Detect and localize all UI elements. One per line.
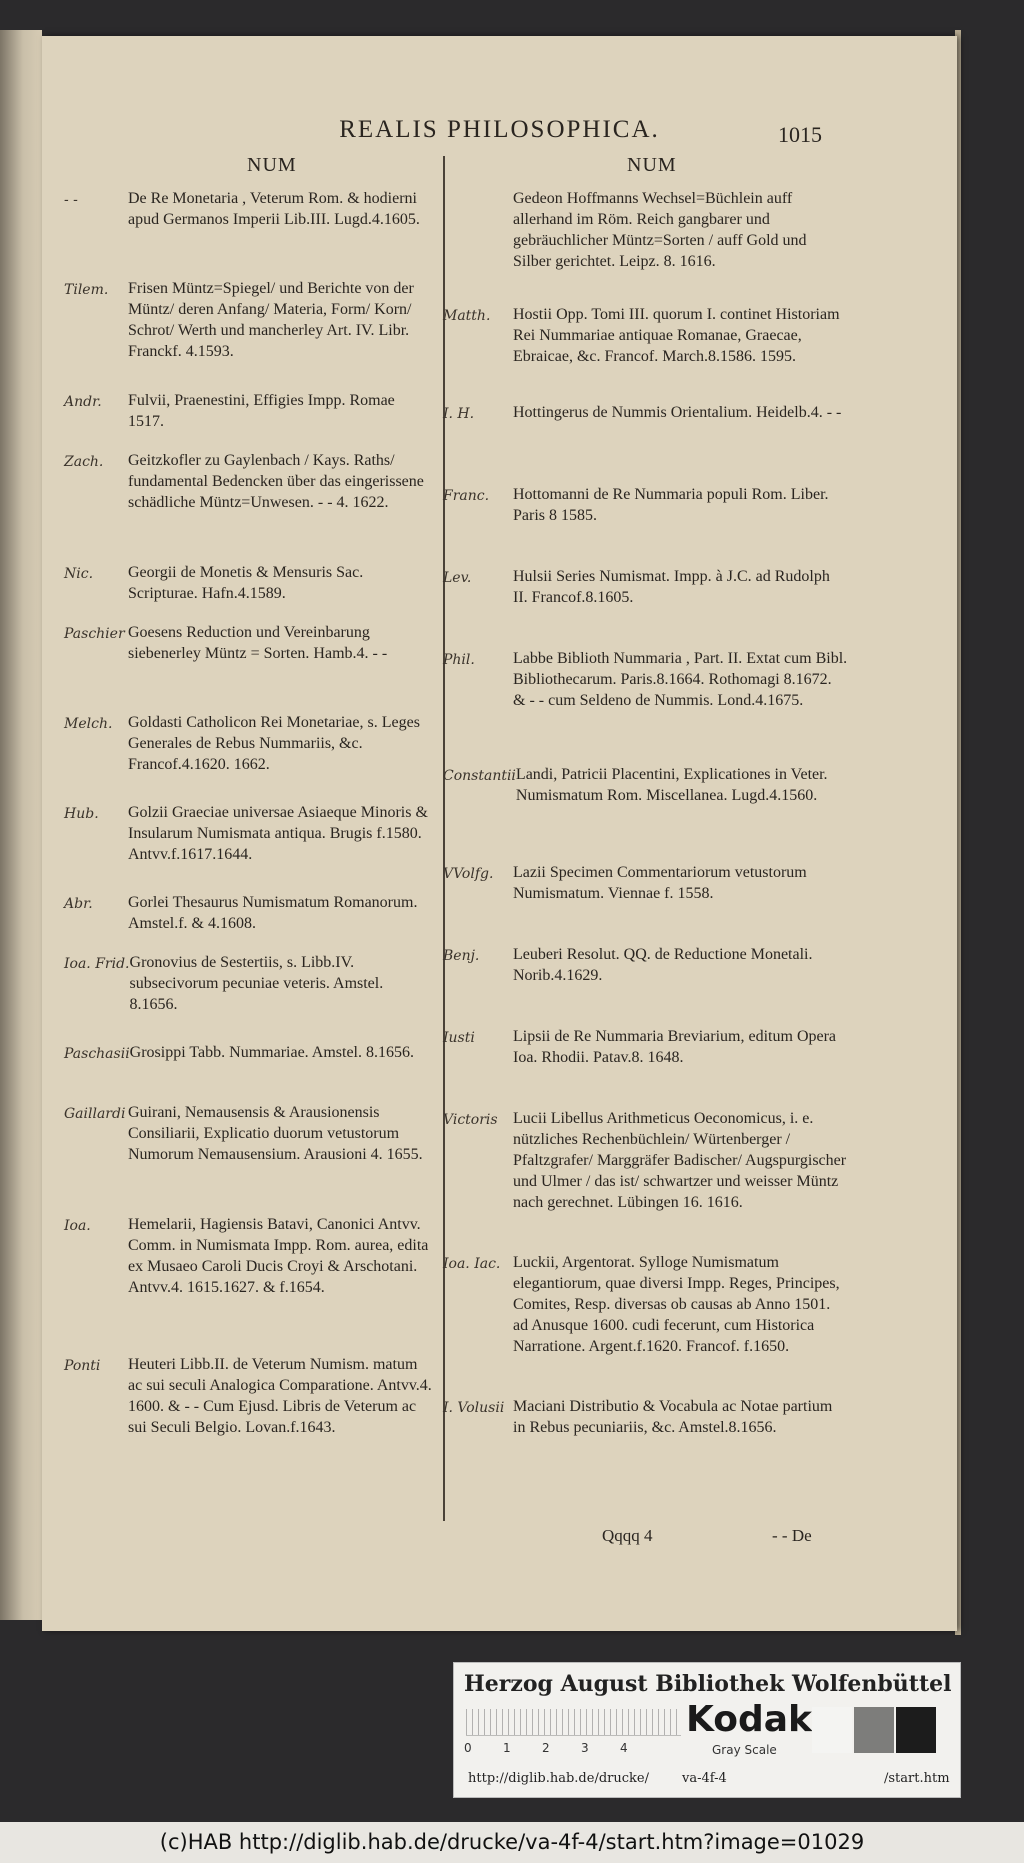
column-head-left: NUM: [247, 154, 297, 176]
entry-text: Landi, Patricii Placentini, Explicationes in Veter. Numismatum Rom. Miscellanea. Lugd.4.1560.: [515, 766, 828, 804]
right-column: [443, 188, 848, 1478]
gray-scale-label: Gray Scale: [712, 1743, 777, 1757]
author-name: VVolfg.: [443, 866, 494, 882]
list-item: [64, 802, 434, 880]
list-item: [443, 402, 848, 472]
author-name: Paschasii: [64, 1046, 130, 1062]
entry-text: Golzii Graeciae universae Asiaeque Minoris & Insularum Numismata antiqua. Brugis f.1580. Antvv.f.1617.1644.: [128, 804, 428, 863]
entry-text: Luckii, Argentorat. Sylloge Numismatum elegantiorum, quae diversi Impp. Reges, Principes, Comites, Resp. diversas ob causas ab Anno 1501. ad Anusque 1600. cudi fecerunt, cum Historica Narratione. Argent.f.1620. Francof. f.1650.: [513, 1254, 840, 1355]
entry-text: Frisen Müntz=Spiegel/ und Berichte von der Müntz/ deren Anfang/ Materia, Form/ Korn/ Schrot/ Werth und mancherley Art. IV. Libr. Franckf. 4.1593.: [128, 280, 414, 360]
swatch-black: [896, 1707, 936, 1753]
list-item: [443, 764, 848, 850]
author-name: Victoris: [443, 1112, 498, 1128]
author-name: Paschier: [64, 626, 125, 642]
book-page: [42, 36, 957, 1631]
list-item: [443, 648, 848, 752]
entry-text: Geitzkofler zu Gaylenbach / Kays. Raths/ fundamental Bedencken über das eingerissene schädliche Müntz=Unwesen. - - 4. 1622.: [128, 452, 424, 511]
entry-text: Lucii Libellus Arithmeticus Oeconomicus, i. e. nützliches Rechenbüchlein/ Würtenberger / Pfaltzgrafer/ Marggräfer Badischer/ Augspurgischer und Ulmer / das ist/ schwartzer und weisser Müntz nach gerechnet. Lübingen 16. 1616.: [513, 1110, 847, 1211]
author-name: Matth.: [443, 308, 491, 324]
entry-text: De Re Monetaria , Veterum Rom. & hodierni apud Germanos Imperii Lib.III. Lugd.4.1605.: [128, 190, 420, 228]
list-item: [443, 862, 848, 932]
ruler-number: 3: [581, 1741, 589, 1755]
entry-text: Goesens Reduction und Vereinbarung siebenerley Müntz = Sorten. Hamb.4. - -: [128, 624, 388, 662]
author-name: Melch.: [64, 716, 113, 732]
author-name: I. Volusii: [443, 1400, 505, 1416]
library-name: Herzog August Bibliothek Wolfenbüttel: [464, 1671, 952, 1697]
list-item: [64, 952, 434, 1030]
swatch-gray: [854, 1707, 894, 1753]
list-item: [64, 450, 434, 550]
signature-mark: Qqqq 4: [602, 1526, 653, 1545]
entry-text: Hemelarii, Hagiensis Batavi, Canonici Antvv. Comm. in Numismata Impp. Rom. aurea, edita ex Musaeo Caroli Ducis Croyi & Arschotani. Antvv.4. 1615.1627. & f.1654.: [128, 1216, 429, 1296]
author-name: Ioa.: [64, 1218, 91, 1234]
color-target-card: [453, 1662, 961, 1798]
entry-text: Gedeon Hoffmanns Wechsel=Büchlein auff allerhand im Röm. Reich gangbarer und gebräuchlicher Müntz=Sorten / auff Gold und Silber gerichtet. Leipz. 8. 1616.: [513, 190, 807, 270]
author-name: Hub.: [64, 806, 99, 822]
list-item: [443, 944, 848, 1014]
ruler-numbers: [464, 1741, 659, 1755]
entry-text: Gorlei Thesaurus Numismatum Romanorum. Amstel.f. & 4.1608.: [128, 894, 418, 932]
author-name: Constantii: [443, 768, 516, 784]
entry-text: Gronovius de Sestertiis, s. Libb.IV. subsecivorum pecuniae veteris. Amstel. 8.1656.: [129, 954, 384, 1013]
ruler-number: 4: [620, 1741, 628, 1755]
catchword: - - De: [772, 1526, 812, 1545]
author-name: Ioa. Frid.: [64, 956, 130, 972]
entry-text: Hulsii Series Numismat. Impp. à J.C. ad Rudolph II. Francof.8.1605.: [513, 568, 830, 606]
author-name: - -: [64, 192, 78, 208]
entry-text: Georgii de Monetis & Mensuris Sac. Scripturae. Hafn.4.1589.: [128, 564, 364, 602]
entry-text: Lipsii de Re Nummaria Breviarium, editum Opera Ioa. Rhodii. Patav.8. 1648.: [513, 1028, 837, 1066]
ruler-number: 0: [464, 1741, 472, 1755]
kodak-logo: Kodak: [686, 1699, 812, 1740]
list-item: [443, 1108, 848, 1240]
entry-text: Lazii Specimen Commentariorum vetustorum Numismatum. Viennae f. 1558.: [513, 864, 807, 902]
entry-text: Leuberi Resolut. QQ. de Reductione Monetali. Norib.4.1629.: [513, 946, 813, 984]
author-name: Ponti: [64, 1358, 101, 1374]
list-item: [443, 188, 848, 292]
entry-text: Labbe Biblioth Nummaria , Part. II. Extat cum Bibl. Bibliothecarum. Paris.8.1664. Rothomagi 8.1672. & - - cum Seldeno de Nummis. Lond.4.1675.: [513, 650, 848, 709]
list-item: [443, 1252, 848, 1384]
entry-text: Goldasti Catholicon Rei Monetariae, s. Leges Generales de Rebus Nummariis, &c. Francof.4.1620. 1662.: [128, 714, 420, 773]
entry-text: Hostii Opp. Tomi III. quorum I. continet Historiam Rei Nummariae antiquae Romanae, Graecae, Ebraicae, &c. Francof. March.8.1586. 1595.: [513, 306, 840, 365]
list-item: [64, 892, 434, 940]
author-name: Abr.: [64, 896, 93, 912]
list-item: [64, 1102, 434, 1202]
entry-text: Grosippi Tabb. Nummariae. Amstel. 8.1656.: [129, 1044, 414, 1061]
entry-text: Hottingerus de Nummis Orientalium. Heidelb.4. - -: [513, 404, 842, 421]
list-item: [64, 562, 434, 610]
list-item: [64, 188, 434, 266]
list-item: [443, 1026, 848, 1096]
entry-text: Guirani, Nemausensis & Arausionensis Consiliarii, Explicatio duorum vetustorum Numorum Nemausensium. Arausioni 4. 1655.: [128, 1104, 423, 1163]
list-item: [443, 304, 848, 390]
author-name: Zach.: [64, 454, 104, 470]
author-name: I. H.: [443, 406, 475, 422]
swatch-white: [812, 1707, 852, 1753]
author-name: Franc.: [443, 488, 490, 504]
list-item: [64, 712, 434, 790]
left-column: [64, 188, 434, 1466]
list-item: [64, 278, 434, 378]
page-number: 1015: [778, 122, 822, 147]
facing-page-edge: [0, 30, 42, 1620]
list-item: [443, 566, 848, 636]
card-id: va-4f-4: [682, 1771, 727, 1786]
list-item: [64, 1354, 434, 1454]
card-url: http://diglib.hab.de/drucke/: [468, 1771, 649, 1786]
column-head-right: NUM: [627, 154, 677, 176]
author-name: Gaillardi: [64, 1106, 126, 1122]
entry-text: Fulvii, Praenestini, Effigies Impp. Romae 1517.: [128, 392, 395, 430]
author-name: Andr.: [64, 394, 102, 410]
list-item: [64, 1214, 434, 1342]
list-item: [64, 622, 434, 700]
author-name: Iusti: [443, 1030, 475, 1046]
list-item: [443, 484, 848, 554]
author-name: Benj.: [443, 948, 480, 964]
ruler-number: 1: [503, 1741, 511, 1755]
list-item: [64, 390, 434, 438]
entry-text: Heuteri Libb.II. de Veterum Numism. matum ac sui seculi Analogica Comparatione. Antvv.4. 1600. & - - Cum Ejusd. Libris de Veterum ac sui Seculi Belgio. Lovan.f.1643.: [128, 1356, 432, 1436]
list-item: [64, 1042, 434, 1090]
card-start: /start.htm: [884, 1771, 950, 1786]
list-item: [443, 1396, 848, 1466]
ruler-number: 2: [542, 1741, 550, 1755]
author-name: Phil.: [443, 652, 475, 668]
author-name: Ioa. Iac.: [443, 1256, 501, 1272]
running-head: REALIS PHILOSOPHICA.: [339, 116, 660, 143]
scale-ruler: [466, 1709, 681, 1736]
author-name: [443, 188, 513, 292]
copyright-footer: (c)HAB http://diglib.hab.de/drucke/va-4f-4/start.htm?image=01029: [0, 1822, 1024, 1863]
entry-text: Hottomanni de Re Nummaria populi Rom. Liber. Paris 8 1585.: [513, 486, 829, 524]
author-name: Tilem.: [64, 282, 109, 298]
entry-text: Maciani Distributio & Vocabula ac Notae partium in Rebus pecuniariis, &c. Amstel.8.1656.: [513, 1398, 833, 1436]
author-name: Lev.: [443, 570, 472, 586]
author-name: Nic.: [64, 566, 94, 582]
